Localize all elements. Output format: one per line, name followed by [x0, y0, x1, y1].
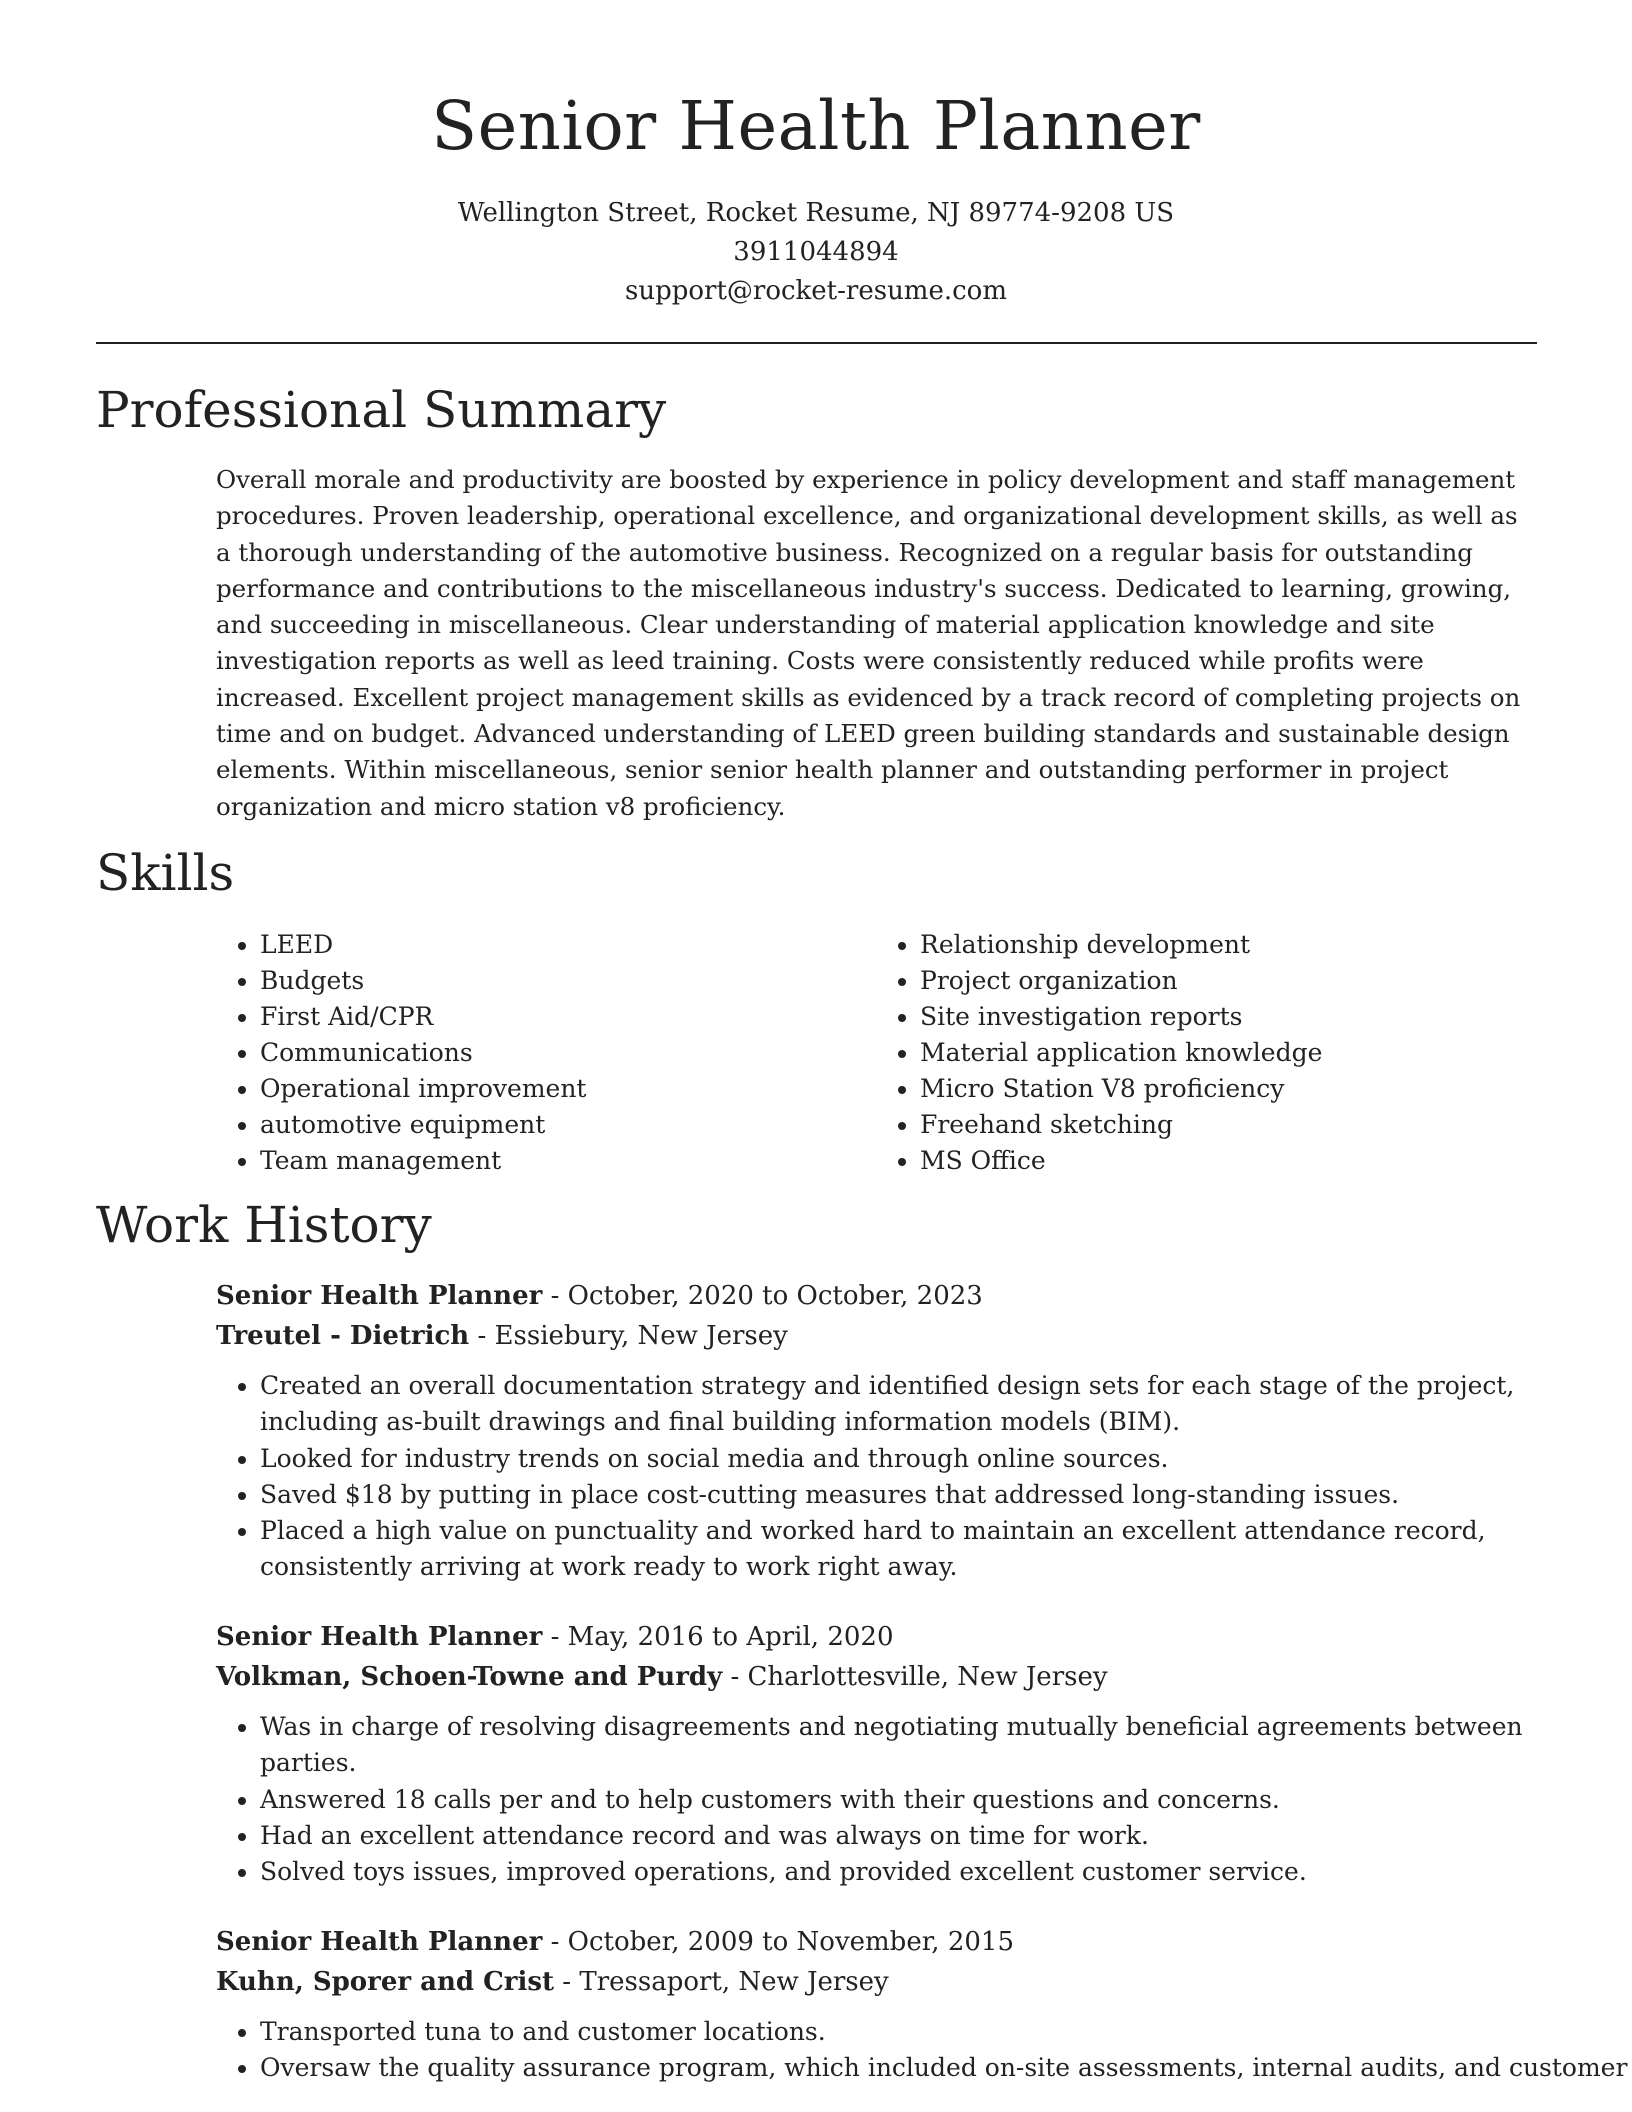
skills-columns: [216, 927, 1536, 1179]
job-entry: [216, 1276, 1546, 1586]
job-company: Kuhn, Sporer and Crist: [216, 1967, 555, 1997]
job-dates: October, 2009 to November, 2015: [567, 1927, 1014, 1957]
job-bullet: • Answered 18 calls per and to help customers with their questions and concerns.: [260, 1782, 1546, 1818]
skill-item: • Micro Station V8 proficiency: [920, 1071, 1536, 1107]
summary-text: Overall morale and productivity are boosted by experience in policy development and staff management procedures. Proven leadership, operational excellence, and organizational development skills, as well as a thorough understanding of the automotive business. Recognized on a regular basis for outstanding performance and contributions to the miscellaneous industry's success. Dedicated to learning, growing, and succeeding in miscellaneous. Clear understanding of material application knowledge and site investigation reports as well as leed training. Costs were consistently reduced while profits were increased. Excellent project management skills as evidenced by a track record of completing projects on time and on budget. Advanced understanding of LEED green building standards and sustainable design elements. Within miscellaneous, senior senior health planner and outstanding performer in project organization and micro station v8 proficiency.: [216, 465, 1521, 821]
job-title: Senior Health Planner: [216, 1281, 543, 1311]
job-company-line: [216, 1316, 1546, 1356]
job-title-line: [216, 1276, 1546, 1316]
job-location: Essiebury, New Jersey: [494, 1321, 788, 1351]
skill-item: • automotive equipment: [260, 1107, 876, 1143]
contact-phone: 3911044894: [733, 237, 899, 267]
contact-email: support@rocket-resume.com: [624, 276, 1007, 306]
job-bullet: • Oversaw the quality assurance program, which included on-site assessments, internal audits, and customer: [260, 2050, 1546, 2086]
separator: -: [542, 1281, 568, 1311]
skill-item: • Freehand sketching: [920, 1107, 1536, 1143]
contact-block: [0, 194, 1632, 311]
job-bullets: [216, 1709, 1546, 1890]
job-location: Charlottesville, New Jersey: [747, 1662, 1108, 1692]
job-entry: [216, 1617, 1546, 1890]
job-company-line: [216, 1962, 1546, 2002]
job-bullets: [216, 2014, 1628, 2087]
job-dates: October, 2020 to October, 2023: [567, 1281, 983, 1311]
skills-list-right: [876, 927, 1536, 1179]
separator: -: [469, 1321, 495, 1351]
job-bullet: • Was in charge of resolving disagreements and negotiating mutually beneficial agreements between parties.: [260, 1709, 1546, 1782]
skill-item: • Project organization: [920, 963, 1536, 999]
job-bullet: • Saved $18 by putting in place cost-cutting measures that addressed long-standing issues.: [260, 1477, 1546, 1513]
job-location: Tressaport, New Jersey: [579, 1967, 889, 1997]
skills-list-left: [216, 927, 876, 1179]
resume-header: [0, 0, 1632, 311]
skill-item: • LEED: [260, 927, 876, 963]
candidate-name: Senior Health Planner: [431, 87, 1201, 165]
job-bullet: • Solved toys issues, improved operations, and provided excellent customer service.: [260, 1854, 1546, 1890]
separator: -: [554, 1967, 580, 1997]
skill-item: • MS Office: [920, 1143, 1536, 1179]
separator: -: [542, 1622, 568, 1652]
skill-item: • Operational improvement: [260, 1071, 876, 1107]
job-company: Volkman, Schoen-Towne and Purdy: [216, 1662, 723, 1692]
summary-heading: Professional Summary: [96, 381, 667, 439]
job-bullet: • Transported tuna to and customer locations.: [260, 2014, 1546, 2050]
skills-heading: Skills: [96, 844, 235, 902]
job-bullet: • Placed a high value on punctuality and worked hard to maintain an excellent attendance record, consistently arriving at work ready to work right away.: [260, 1513, 1546, 1586]
skill-item: • First Aid/CPR: [260, 999, 876, 1035]
skill-item: • Relationship development: [920, 927, 1536, 963]
job-company-line: [216, 1657, 1546, 1697]
separator: -: [722, 1662, 748, 1692]
work-history-heading: Work History: [96, 1196, 432, 1254]
job-dates: May, 2016 to April, 2020: [567, 1622, 894, 1652]
job-company: Treutel - Dietrich: [216, 1321, 470, 1351]
job-entry: [216, 1922, 1628, 2087]
skill-item: • Site investigation reports: [920, 999, 1536, 1035]
job-title: Senior Health Planner: [216, 1927, 543, 1957]
skill-item: • Team management: [260, 1143, 876, 1179]
job-bullet: • Had an excellent attendance record and was always on time for work.: [260, 1818, 1546, 1854]
contact-address: Wellington Street, Rocket Resume, NJ 89774-9208 US: [457, 198, 1175, 228]
header-divider: [96, 342, 1537, 344]
skill-item: • Communications: [260, 1035, 876, 1071]
job-bullet: • Created an overall documentation strategy and identified design sets for each stage of the project, including as-built drawings and final building information models (BIM).: [260, 1368, 1546, 1441]
skill-item: • Budgets: [260, 963, 876, 999]
job-title-line: [216, 1922, 1546, 1962]
job-title-line: [216, 1617, 1546, 1657]
job-bullet: • Looked for industry trends on social media and through online sources.: [260, 1441, 1546, 1477]
job-bullets: [216, 1368, 1546, 1586]
separator: -: [542, 1927, 568, 1957]
job-title: Senior Health Planner: [216, 1622, 543, 1652]
skill-item: • Material application knowledge: [920, 1035, 1536, 1071]
